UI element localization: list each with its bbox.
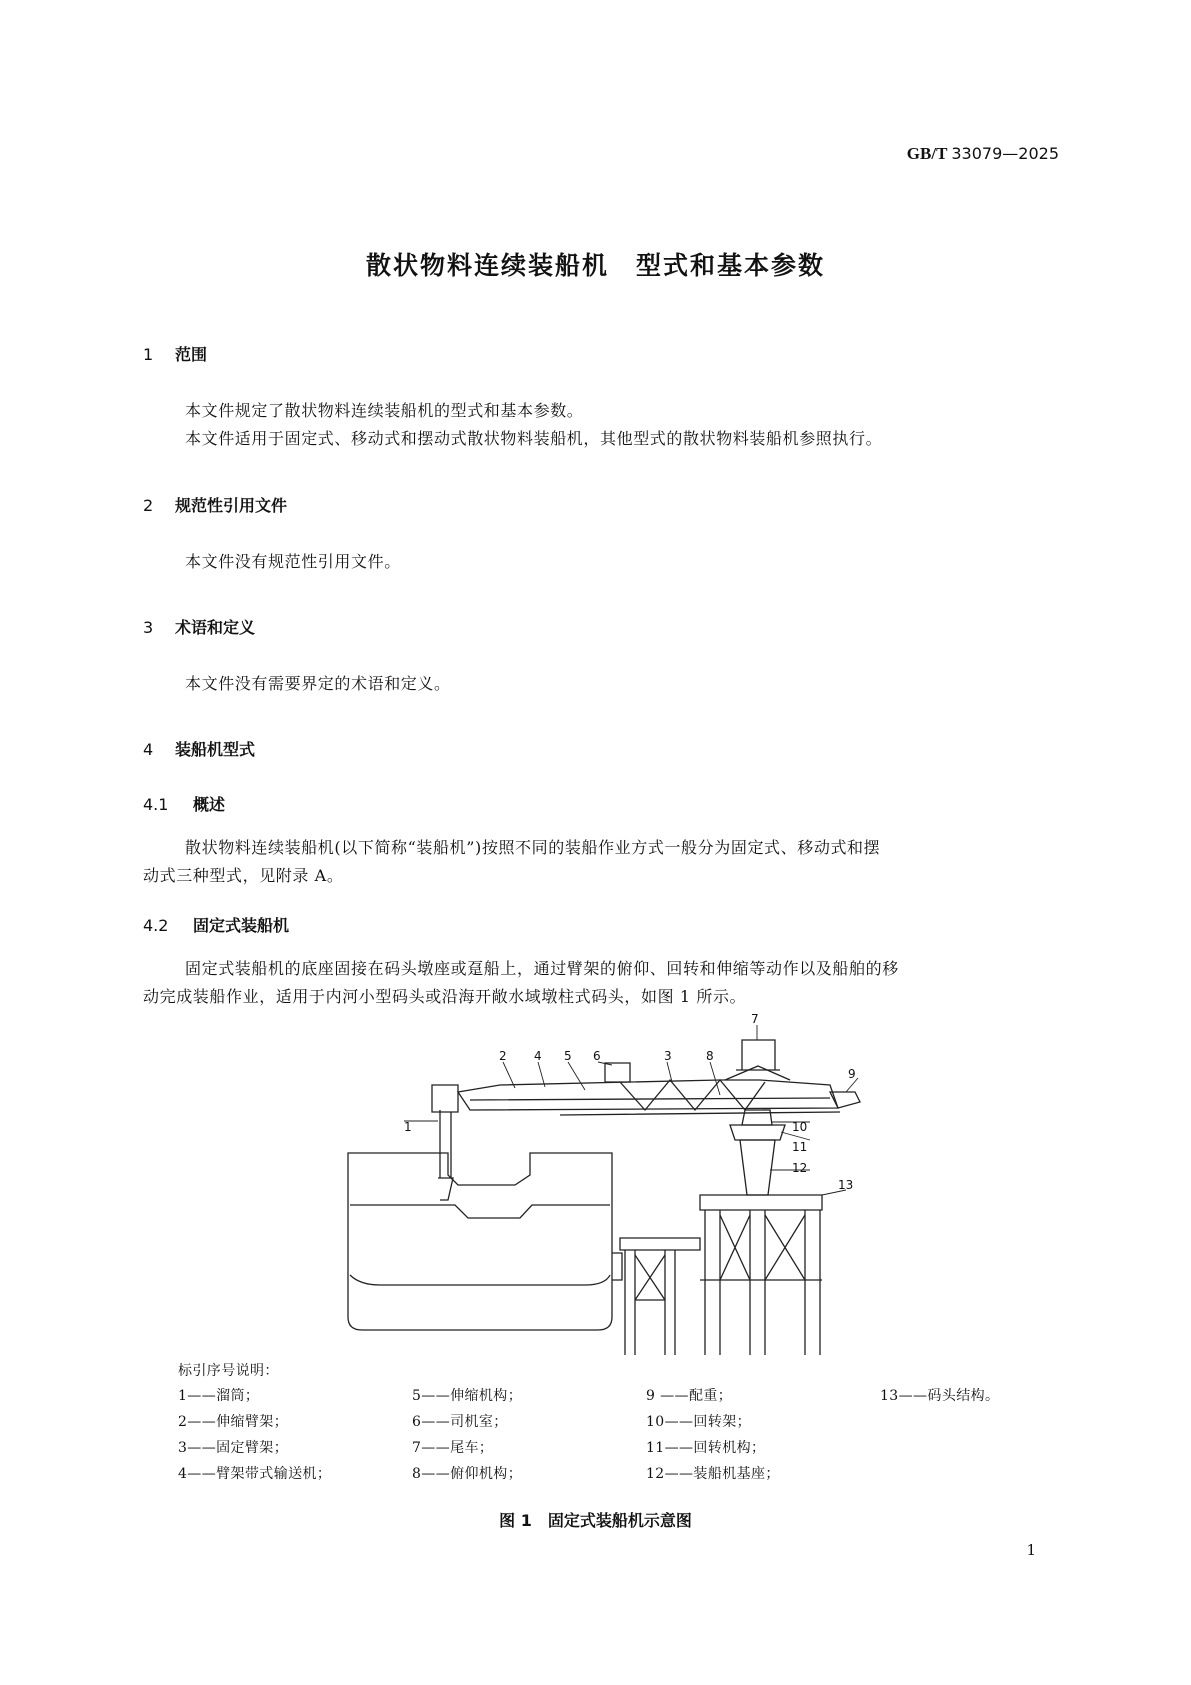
section-4-2-number: 4.2 bbox=[143, 916, 169, 935]
boom-truss bbox=[620, 1080, 765, 1110]
section-4-title: 装船机型式 bbox=[175, 740, 256, 759]
legend-item-13: 13——码头结构。 bbox=[880, 1388, 1000, 1404]
section-2-title: 规范性引用文件 bbox=[175, 496, 288, 515]
trestle-deck bbox=[620, 1238, 700, 1250]
legend-item-4: 4——臂架带式输送机； bbox=[178, 1466, 332, 1482]
fender bbox=[612, 1253, 622, 1280]
section-1-para-1: 本文件规定了散状物料连续装船机的型式和基本参数。 bbox=[185, 401, 584, 420]
wharf-bracing bbox=[720, 1215, 805, 1280]
legend-item-3: 3——固定臂架； bbox=[178, 1440, 289, 1456]
legend-item-6: 6——司机室； bbox=[412, 1414, 508, 1430]
trestle-bracing bbox=[635, 1255, 665, 1300]
callout-11: 11 bbox=[792, 1140, 808, 1154]
legend-item-9: 9 ——配重； bbox=[646, 1388, 733, 1404]
callout-8: 8 bbox=[706, 1049, 714, 1063]
page-title: 散状物料连续装船机 型式和基本参数 bbox=[365, 251, 825, 280]
callout-2: 2 bbox=[499, 1049, 507, 1063]
doc-prefix: GB/T bbox=[906, 144, 948, 163]
doc-number: 33079—2025 bbox=[951, 144, 1059, 163]
tail-car-hopper bbox=[725, 1066, 790, 1080]
boom-rail bbox=[470, 1098, 840, 1115]
section-4-1-line-1: 散状物料连续装船机(以下简称“装船机”)按照不同的装船作业方式一般分为固定式、移动式和摆 bbox=[185, 838, 881, 857]
section-4-1-line-2: 动式三种型式，见附录 A。 bbox=[143, 866, 344, 885]
trestle-piles bbox=[625, 1250, 675, 1355]
ship-hold bbox=[350, 1205, 610, 1218]
legend-item-8: 8——俯仰机构； bbox=[412, 1466, 523, 1482]
section-4-number: 4 bbox=[143, 740, 154, 759]
ship-waterline bbox=[350, 1275, 610, 1285]
section-3-number: 3 bbox=[143, 618, 154, 637]
figure-caption: 图 1 固定式装船机示意图 bbox=[499, 1511, 692, 1530]
slewing-mechanism bbox=[730, 1125, 785, 1140]
section-2-number: 2 bbox=[143, 496, 154, 515]
legend-title: 标引序号说明： bbox=[178, 1363, 279, 1379]
callout-13: 13 bbox=[838, 1178, 854, 1192]
section-3-title: 术语和定义 bbox=[175, 618, 256, 637]
section-4-1-number: 4.1 bbox=[143, 795, 169, 814]
legend-item-1: 1——溜筒； bbox=[178, 1388, 260, 1404]
counterweight bbox=[830, 1092, 860, 1108]
legend-item-12: 12——装船机基座； bbox=[646, 1466, 780, 1482]
section-2-para: 本文件没有规范性引用文件。 bbox=[185, 552, 401, 571]
wharf-piles bbox=[705, 1210, 820, 1355]
section-4-2-line-1: 固定式装船机的底座固接在码头墩座或趸船上，通过臂架的俯仰、回转和伸缩等动作以及船舶的移 bbox=[185, 959, 899, 978]
callout-1: 1 bbox=[404, 1120, 412, 1134]
section-4-1-title: 概述 bbox=[193, 795, 226, 814]
callout-line-4 bbox=[538, 1062, 545, 1087]
callout-9: 9 bbox=[848, 1067, 856, 1081]
callout-10: 10 bbox=[792, 1120, 808, 1134]
callout-3: 3 bbox=[664, 1049, 672, 1063]
callout-12: 12 bbox=[792, 1161, 808, 1175]
callout-labels bbox=[404, 1012, 856, 1192]
legend-item-2: 2——伸缩臂架； bbox=[178, 1414, 289, 1430]
wharf-deck bbox=[700, 1195, 822, 1210]
cab bbox=[605, 1063, 630, 1082]
ship-hull bbox=[348, 1153, 612, 1330]
callout-line-3 bbox=[667, 1062, 672, 1082]
callout-4: 4 bbox=[534, 1049, 542, 1063]
legend-item-5: 5——伸缩机构； bbox=[412, 1388, 523, 1404]
chute-head bbox=[432, 1085, 458, 1112]
legend-item-7: 7——尾车； bbox=[412, 1440, 494, 1456]
section-1-para-2: 本文件适用于固定式、移动式和摆动式散状物料装船机，其他型式的散状物料装船机参照执行。 bbox=[185, 429, 883, 448]
callout-line-2 bbox=[503, 1062, 515, 1088]
page-number: 1 bbox=[1026, 1541, 1036, 1559]
legend-item-11: 11——回转机构； bbox=[646, 1440, 766, 1456]
callout-7: 7 bbox=[751, 1012, 759, 1026]
section-4-2-line-2: 动完成装船作业，适用于内河小型码头或沿海开敞水域墩柱式码头，如图 1 所示。 bbox=[143, 987, 747, 1006]
legend-item-10: 10——回转架； bbox=[646, 1414, 752, 1430]
callout-5: 5 bbox=[564, 1049, 572, 1063]
callout-line-5 bbox=[568, 1062, 585, 1090]
chute bbox=[438, 1110, 453, 1200]
section-1-number: 1 bbox=[143, 345, 154, 364]
section-1-title: 范围 bbox=[175, 345, 208, 364]
callout-6: 6 bbox=[593, 1049, 601, 1063]
section-4-2-title: 固定式装船机 bbox=[193, 916, 290, 935]
loader-base bbox=[740, 1140, 775, 1195]
section-3-para: 本文件没有需要界定的术语和定义。 bbox=[185, 674, 451, 693]
